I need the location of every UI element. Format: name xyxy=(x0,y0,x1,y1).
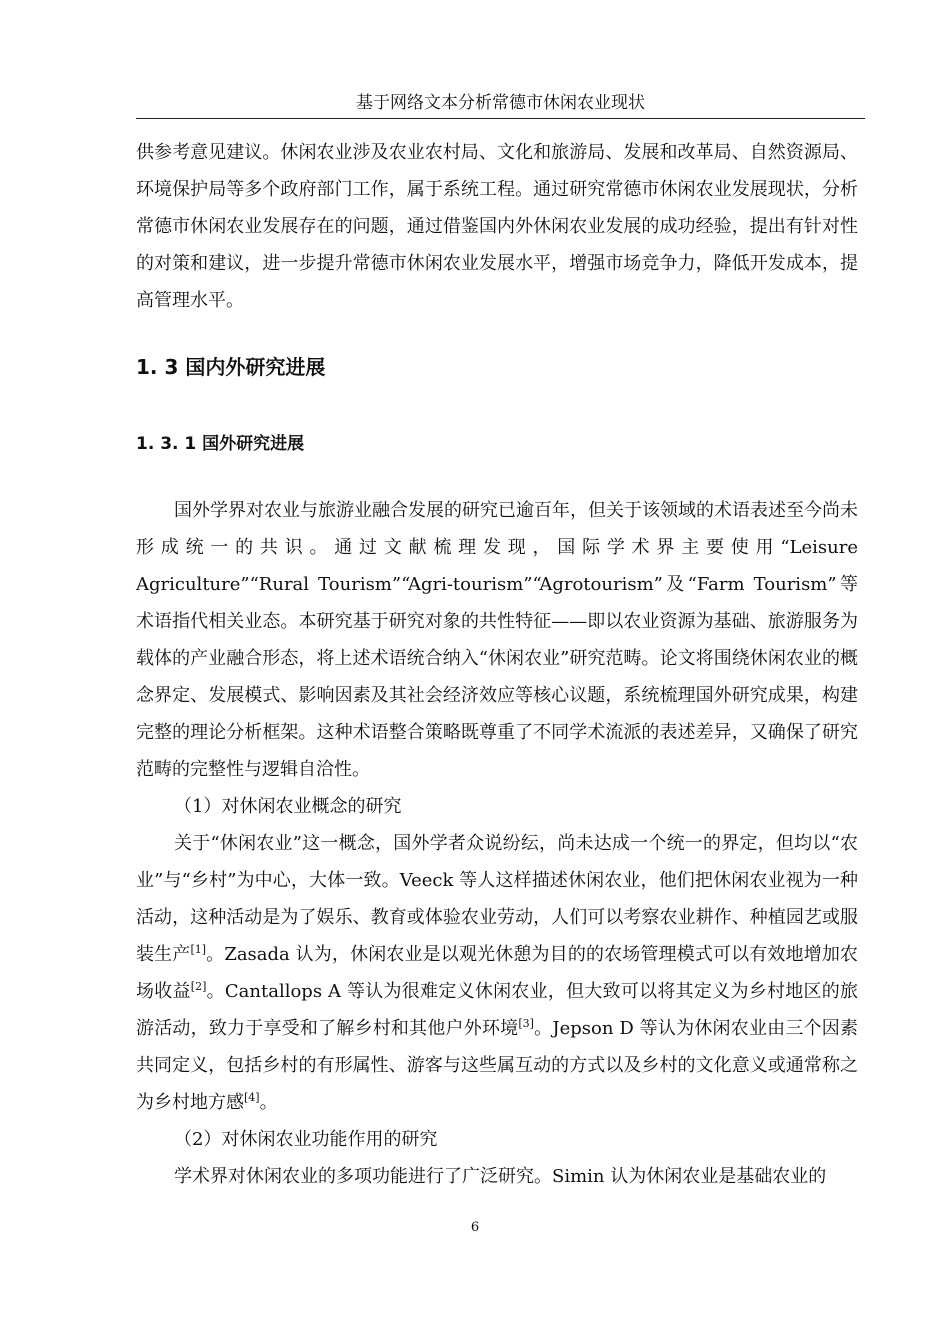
citation-1[interactable]: [1] xyxy=(190,943,207,956)
concept-text-1: 关于“休闲农业”这一概念，国外学者众说纷纭，尚未达成一个统一的界定，但均以“农业”与“乡村”为中心，大体一致。Veeck 等人这样描述休闲农业，他们把休闲农业视为一种活动，这种活动是为了娱乐、教育或体验农业劳动，人们可以考察农业耕作、种植园艺或服装生产 xyxy=(136,833,858,965)
section-heading: 1. 3 国内外研究进展 xyxy=(136,355,326,379)
concept-text-5: 。 xyxy=(259,1092,278,1113)
function-item-label: （2）对休闲农业功能作用的研究 xyxy=(174,1129,438,1150)
citation-2[interactable]: [2] xyxy=(190,980,207,993)
intro-paragraph: 供参考意见建议。休闲农业涉及农业农村局、文化和旅游局、发展和改革局、自然资源局、环境保护局等多个政府部门工作，属于系统工程。通过研究常德市休闲农业发展现状，分析常德市休闲农业发展存在的问题，通过借鉴国内外休闲农业发展的成功经验，提出有针对性的对策和建议，进一步提升常德市休闲农业发展水平，增强市场竞争力，降低开发成本，提高管理水平。 xyxy=(136,142,858,311)
running-header: 基于网络文本分析常德市休闲农业现状 xyxy=(356,93,645,113)
concept-paragraph xyxy=(136,825,858,1121)
concept-text-4: 。Jepson D 等认为休闲农业由三个因素共同定义，包括乡村的有形属性、游客与这些属互动的方式以及乡村的文化意义或通常称之为乡村地方感 xyxy=(136,1018,858,1113)
subsection-heading: 1. 3. 1 国外研究进展 xyxy=(136,434,305,454)
concept-text-2: 。Zasada 认为，休闲农业是以观光休憩为目的的农场管理模式可以有效地增加农场收益 xyxy=(136,944,858,1002)
intro-block xyxy=(136,134,858,319)
function-paragraph: 学术界对休闲农业的多项功能进行了广泛研究。Simin 认为休闲农业是基础农业的 xyxy=(174,1166,827,1187)
page-number: 6 xyxy=(470,1220,480,1235)
concept-item-label: （1）对休闲农业概念的研究 xyxy=(174,796,402,817)
overview-paragraph: 国外学界对农业与旅游业融合发展的研究已逾百年，但关于该领域的术语表述至今尚未形成统一的共识。通过文献梳理发现，国际学术界主要使用“Leisure Agriculture”“Rural Tourism”“Agri-tourism”“Agrotourism”及“Farm Tourism”等术语指代相关业态。本研究基于研究对象的共性特征——即以农业资源为基础、旅游服务为载体的产业融合形态，将上述术语统合纳入“休闲农业”研究范畴。论文将围绕休闲农业的概念界定、发展模式、影响因素及其社会经济效应等核心议题，系统梳理国外研究成果，构建完整的理论分析框架。这种术语整合策略既尊重了不同学术流派的表述差异，又确保了研究范畴的完整性与逻辑自洽性。 xyxy=(136,500,858,780)
concept-text-3: 。Cantallops A 等认为很难定义休闲农业，但大致可以将其定义为乡村地区的旅游活动，致力于享受和了解乡村和其他户外环境 xyxy=(136,981,858,1039)
foreign-research-block xyxy=(136,492,858,1195)
citation-3[interactable]: [3] xyxy=(518,1017,534,1030)
header-rule xyxy=(136,118,865,119)
citation-4[interactable]: [4] xyxy=(244,1091,260,1104)
